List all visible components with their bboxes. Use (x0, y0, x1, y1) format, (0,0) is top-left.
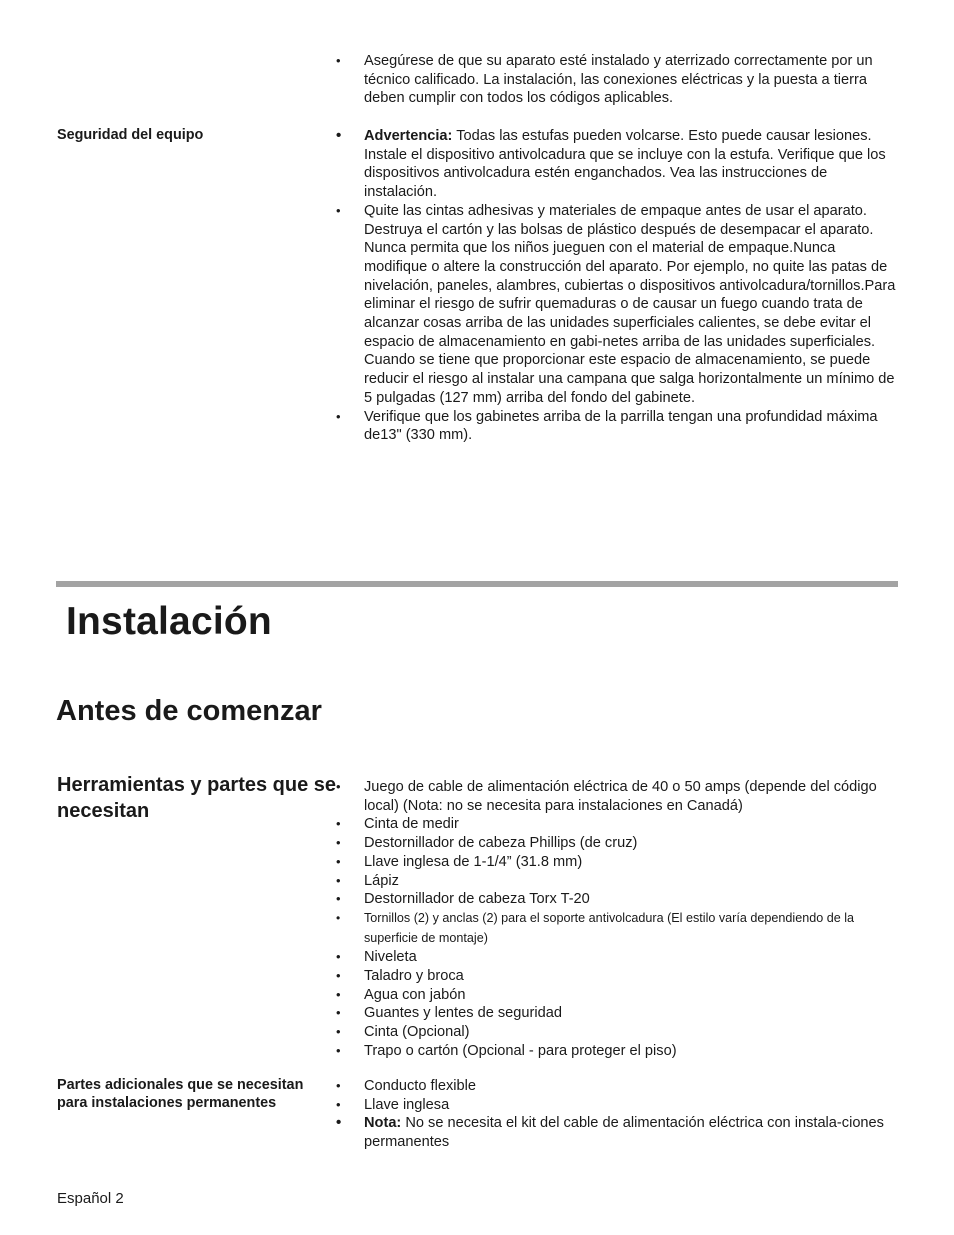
list-item: • Verifique que los gabinetes arriba de la parrilla tengan una profundidad máxima de13" (330 mm). (336, 408, 896, 445)
list-item: • Agua con jabón (336, 986, 896, 1005)
equipment-safety-list (336, 127, 896, 445)
note-label: Nota: (364, 1115, 402, 1132)
list-item: • Guantes y lentes de seguridad (336, 1004, 896, 1023)
tools-list (336, 778, 896, 1060)
list-item: • Cinta de medir (336, 815, 896, 834)
note-text: No se necesita el kit del cable de alimentación eléctrica con instala-ciones permanentes (364, 1115, 884, 1151)
subsection-title: Antes de comenzar (56, 695, 322, 727)
list-item: • Tornillos (2) y anclas (2) para el soporte antivolcadura (El estilo varía dependiendo de la superficie de montaje) (336, 909, 896, 948)
section-divider (56, 581, 898, 587)
list-item: • Taladro y broca (336, 967, 896, 986)
permanent-parts-list (336, 1077, 896, 1152)
list-item: • Asegúrese de que su aparato esté instalado y aterrizado correctamente por un técnico calificado. La instalación, las conexiones eléctricas y la puesta a tierra deben cumplir con todos los códigos aplicables. (336, 52, 896, 108)
list-item: • Quite las cintas adhesivas y materiales de empaque antes de usar el aparato. Destruya el cartón y las bolsas de plástico después de desempacar el aparato. Nunca permita que los niños jueguen con el material de empaque.Nunca modifique o altere la construcción del aparato. Por ejemplo, no quite las patas de nivelación, paneles, alambres, cubiertas o dispositivos antivolcadura/tornillos.Para eliminar el riesgo de sufrir quemaduras o de causar un fuego cuando trata de alcanzar cosas arriba de las unidades superficiales calientes, se debe evitar el espacio de almacenamiento en gabi-netes arriba de las unidades superficiales. Cuando se tiene que proporcionar este espacio de almacenamiento, se puede reducir el riesgo al instalar una campana que salga horizontalmente un mínimo de 5 pulgadas (127 mm) arriba del fondo del gabinete. (336, 202, 896, 408)
warning-text: Todas las estufas pueden volcarse. Esto puede causar lesiones. Instale el dispositivo antivolcadura que se incluye con la estufa. Verifique que los dispositivos antivolcadura estén enganchados. Vea las instrucciones de instalación. (364, 128, 886, 201)
list-item: • Conducto flexible (336, 1077, 896, 1096)
tools-heading: Herramientas y partes que se necesitan (57, 774, 337, 822)
list-item: • Niveleta (336, 948, 896, 967)
list-item: • Juego de cable de alimentación eléctrica de 40 o 50 amps (depende del código local) (Nota: no se necesita para instalaciones en Canadá) (336, 778, 896, 815)
page-footer: Español 2 (57, 1190, 124, 1207)
list-item: • Cinta (Opcional) (336, 1023, 896, 1042)
list-item: • Lápiz (336, 872, 896, 891)
list-item: • Trapo o cartón (Opcional - para proteger el piso) (336, 1042, 896, 1061)
warning-item (336, 127, 896, 202)
list-item: • Destornillador de cabeza Torx T-20 (336, 890, 896, 909)
list-item: • Llave inglesa (336, 1096, 896, 1115)
note-item (336, 1114, 896, 1151)
list-item: • Destornillador de cabeza Phillips (de cruz) (336, 834, 896, 853)
section-title: Instalación (66, 600, 272, 643)
list-item: • Llave inglesa de 1-1/4” (31.8 mm) (336, 853, 896, 872)
permanent-parts-label: Partes adicionales que se necesitan para instalaciones permanentes (57, 1077, 304, 1111)
intro-list (336, 52, 896, 108)
warning-label: Advertencia: (364, 128, 453, 144)
equipment-safety-label: Seguridad del equipo (57, 127, 204, 143)
